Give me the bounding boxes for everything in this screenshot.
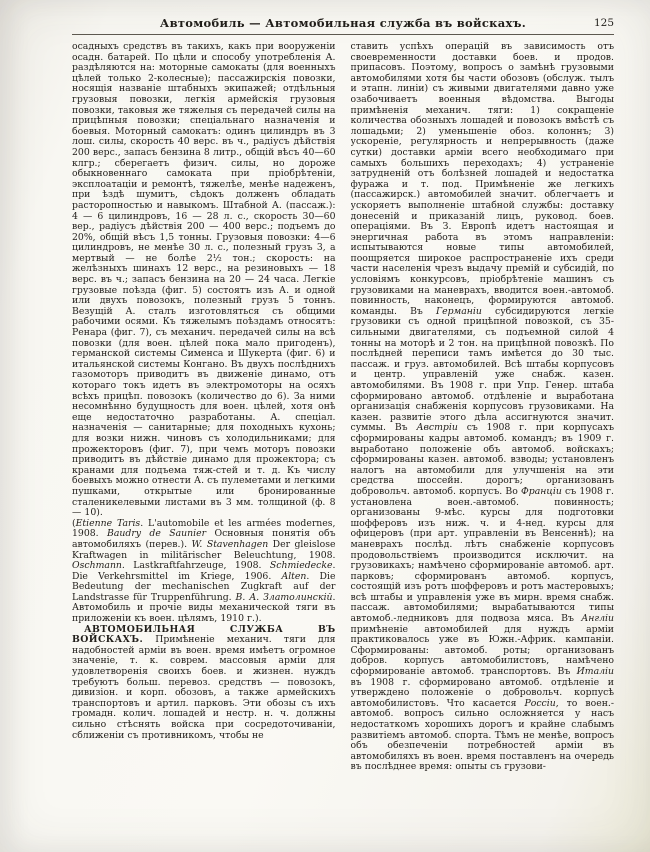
text-segment: ставить успѣхъ операцій въ зависимость отъ своевременности доставки боев. и продов. припасовъ. Поэтому, вопросъ о замѣнѣ грузовыми автомобилями хотя бы части обозовъ (обслуж. тылъ и этапн. линіи) съ живыми двигателями давно уже озабочиваетъ военныя вѣдомства. Выгоды примѣненія механич. тяги: 1) сокращеніе количества обозныхъ лошадей и повозокъ вмѣстѣ съ лошадьми; 2) уменьшеніе обоз. колоннъ; 3) ускореніе, регулярность и непрерывность (даже сутки) доставки арміи всего необходимаго при самыхъ большихъ переходахъ; 4) устраненіе затрудненій отъ болѣзней лошадей и недостатка фуража и т. под. Примѣненіе же легкихъ (пассажирск.) автомобилей значит. облегчаетъ и ускоряетъ выполненіе штабной службы: доставку донесеній и приказаній лицъ, руковод. боев. операціями. Въ З. Европѣ идетъ настоящая и энергичная работа въ этомъ направленіи: испытываются новые типы автомобилей, поощряется широкое распространеніе ихъ среди части населенія чрезъ выдачу премій и субсидій, по условіямъ конкурсовъ, пріобрѣтеніе машинъ съ грузовиками на маневрахъ, вводится воен.-автомоб. повинность, наконецъ, формируются автомоб. команды. Въ xyxy=(350,42,614,317)
text-segment: Россіи xyxy=(524,697,556,709)
text-segment: Schmiedecke xyxy=(269,560,333,572)
text-segment: Oschmann xyxy=(72,560,122,572)
text-segment: осадныхъ средствъ въ такихъ, какъ при вооруженіи осадн. батарей. По цѣли и способу употребленія А. раздѣляются на: моторные самокаты (для военныхъ цѣлей только 2-колесные); пассажирскія повозки, носящія названіе штабныхъ экипажей; отдѣльныя грузовыя повозки, легкія армейскія грузовыя повозки, таковыя же тяжелыя съ передачей силы на прицѣпныя повозки; спеціальнаго назначенія и боевыя. Моторный самокатъ: одинъ цилиндръ въ 3 лош. силы, скорость 40 верс. въ ч., радіусъ дѣйствія 200 верс., запасъ бензина 8 литр., общій вѣсъ 40—60 клгр.; сберегаетъ физич. силы, но дороже обыкновеннаго самоката при пріобрѣтеніи, эксплоатаціи и ремонтѣ, тяжелѣе, менѣе надеженъ, при ѣздѣ шумитъ, сѣдокъ долженъ обладать расторопностью и навыкомъ. Штабной А. (пассаж.): 4 — 6 цилиндровъ, 16 — 28 л. с., скорость 30—60 вер., радіусъ дѣйствія 200 — 400 верс.; подъемъ до 20%, общій вѣсъ 1,5 тонны. Грузовыя повозки: 4—6 цилиндровъ, не менѣе 30 л. с., полезный грузъ 3, а мертвый — не болѣе 2½ тон.; скорость: на желѣзныхъ шинахъ 12 верс., на резиновыхъ — 18 верс. въ ч.; запасъ бензина на 20 — 24 часа. Легкіе грузовые поѣзда (фиг. 5) состоятъ изъ А. и одной или двухъ повозокъ, полезный грузъ 5 тоннъ. Везущій А. сталъ изготовляться съ общими рабочими осями. Къ тяжелымъ поѣздамъ относятъ: Ренара (фиг. 7), съ механич. передачей силы на всѣ повозки (для воен. цѣлей пока мало пригоденъ), германской системы Сименса и Шукерта (фиг. 6) и итальянской системы Конгано. Въ двухъ послѣднихъ газомоторъ приводитъ въ движеніе динамо, отъ котораго токъ идетъ въ электромоторы на осяхъ всѣхъ прицѣп. повозокъ (количество до 6). За ними несомнѣнно будущность для воен. цѣлей, хотя онѣ еще недостаточно разработаны. А. спеціал. назначенія — санитарные; для походныхъ кухонь; для возки нижн. чиновъ съ холодильниками; для прожекторовъ (фиг. 7), при чемъ моторъ повозки приводитъ въ дѣйствіе динамо для прожектора; съ кранами для подъема тяж-стей и т. д. Къ числу боевыхъ можно отнести А. съ пулеметами и легкими пушками, открытые или бронированные сталеникелевыми листами въ 3 мм. толщиной (ф. 8 — 10). xyxy=(72,42,336,519)
page-header xyxy=(72,16,614,30)
text-segment: Etienne Taris xyxy=(75,517,141,529)
paragraph xyxy=(72,42,336,519)
text-segment: Baudry de Saunier xyxy=(107,528,207,540)
page-number: 125 xyxy=(593,17,614,29)
text-segment: Der gleislose Kraftwagen in militärischer Beleuchtung, 1908. xyxy=(72,538,336,561)
right-column xyxy=(351,42,615,837)
entry-heading: АВТОМОБИЛЬНАЯ СЛУЖБА ВЪ ВОЙСКАХЪ. xyxy=(72,623,336,646)
text-segment: W. Stavenhagen xyxy=(191,538,269,550)
paragraph xyxy=(72,519,336,625)
text-segment: . Die Bedeutung der mechanischen Zugkraft auf der Landstrasse für Truppenführung. xyxy=(72,570,336,603)
text-segment: Германіи xyxy=(435,305,482,317)
header-divider xyxy=(72,34,614,35)
running-title: Автомобиль — Автомобильная служба въ войскахъ. xyxy=(159,16,527,30)
paragraph xyxy=(72,625,336,742)
text-segment: Франціи xyxy=(521,485,562,497)
text-segment: съ 1908 г. при корпусахъ сформированы кадры автомоб. командъ; въ 1909 г. выработано положеніе объ автомоб. войскахъ; сформированы казен. автомоб. взводы; установленъ налогъ на автомобили для улучшенія на эти средства шоссейн. дорогъ; организованъ добровольч. автомоб. корпусъ. Во xyxy=(350,422,614,497)
text-segment: Alten xyxy=(281,570,307,582)
text-segment: . Автомобиль и прочіе виды механической тяги въ приложеніи къ воен. цѣлямъ, 1910 г.). xyxy=(72,591,336,625)
text-segment: . Lastkraftfahrzeuge, 1908. xyxy=(121,560,270,572)
paragraph xyxy=(351,42,615,773)
text-segment: Австріи xyxy=(416,422,458,434)
left-column xyxy=(72,42,336,837)
text-segment: примѣненіе автомобилей для нуждъ арміи практиковалось уже въ Южн.-Африк. кампаніи. Сформированы: автомоб. роты; организованъ добров. корпусъ автомобилистовъ, намѣчено сформированіе автомоб. транспортовъ. Въ xyxy=(350,623,614,678)
text-segment: В. А. Златолинскій xyxy=(235,591,333,603)
text-segment: съ 1908 г. установлена воен.-автомоб. повинность; организованы 9-мѣс. курсы для подготовки шофферовъ изъ ниж. ч. и 4-нед. курсы для офицеровъ (при арт. управленіи въ Венсеннѣ); на маневрахъ послѣд. лѣтъ снабженіе корпусовъ продовольствіемъ производится исключит. на грузовикахъ; намѣчено сформированіе автомоб. арт. парковъ; сформированъ автомоб. корпусъ, состоящій изъ ротъ шофферовъ и ротъ мастеровыхъ; всѣ штабы и управленія уже въ мирн. время снабж. пассаж. автомобилями; вырабатываются типы автомоб.-ледниковъ для подвоза мяса. Въ xyxy=(350,485,614,625)
text-segment: , то воен.-автомоб. вопросъ сильно осложняется у насъ недостаткомъ хорошихъ дорогъ и крайне слабымъ развитіемъ автомоб. спорта. Тѣмъ не менѣе, вопросъ объ обезпеченіи потребностей арміи въ автомобиляхъ въ воен. время поставленъ на очередь въ послѣднее время: опыты съ грузови- xyxy=(350,697,614,773)
text-segment: Англіи xyxy=(581,613,614,625)
text-columns xyxy=(72,42,614,837)
text-segment: Примѣненіе механич. тяги для надобностей арміи въ воен. время имѣетъ огромное значеніе, т. к. соврем. массовыя арміи для удовлетворенія своихъ боев. и жизнен. нуждъ требуютъ больш. перевоз. средствъ — повозокъ, дивизіон. и корп. обозовъ, а также армейскихъ транспортовъ и артил. парковъ. Эти обозы съ ихъ громадн. колич. лошадей и нестр. н. ч. должны сильно стѣснять войска при сосредоточиваніи, сближеніи съ противникомъ, чтобы не xyxy=(72,634,336,741)
text-segment: ( xyxy=(72,517,76,529)
text-segment: . Die Verkehrsmittel im Kriege, 1906. xyxy=(72,560,336,582)
text-segment: Основныя понятія объ автомобиляхъ (перев.). xyxy=(72,528,336,550)
text-segment: субсидируются легкіе грузовики съ одной прицѣпной повозкой, съ 35-сильными двигателями, съ подъемной силой 4 тонны на моторѣ и 2 тон. на прицѣпной повозкѣ. По послѣдней переписи тамъ имѣется до 30 тыс. пассаж. и груз. автомобилей. Всѣ штабы корпусовъ и центр. управленій уже снабж. казен. автомобилями. Въ 1908 г. при Упр. Генер. штаба сформировано автомоб. отдѣленіе и выработана организація снабженія корпусовъ грузовиками. На казен. развитіе этого дѣла ассигнуются значит. суммы. Въ xyxy=(350,305,614,434)
text-segment: Италіи xyxy=(576,666,614,678)
text-segment: въ 1908 г. сформировано автомоб. отдѣленіе и утверждено положеніе о добровольч. корпусѣ автомобилистовъ. Что касается xyxy=(350,676,614,709)
text-segment: . L'automobile et les armées modernes, 1908. xyxy=(72,517,336,540)
